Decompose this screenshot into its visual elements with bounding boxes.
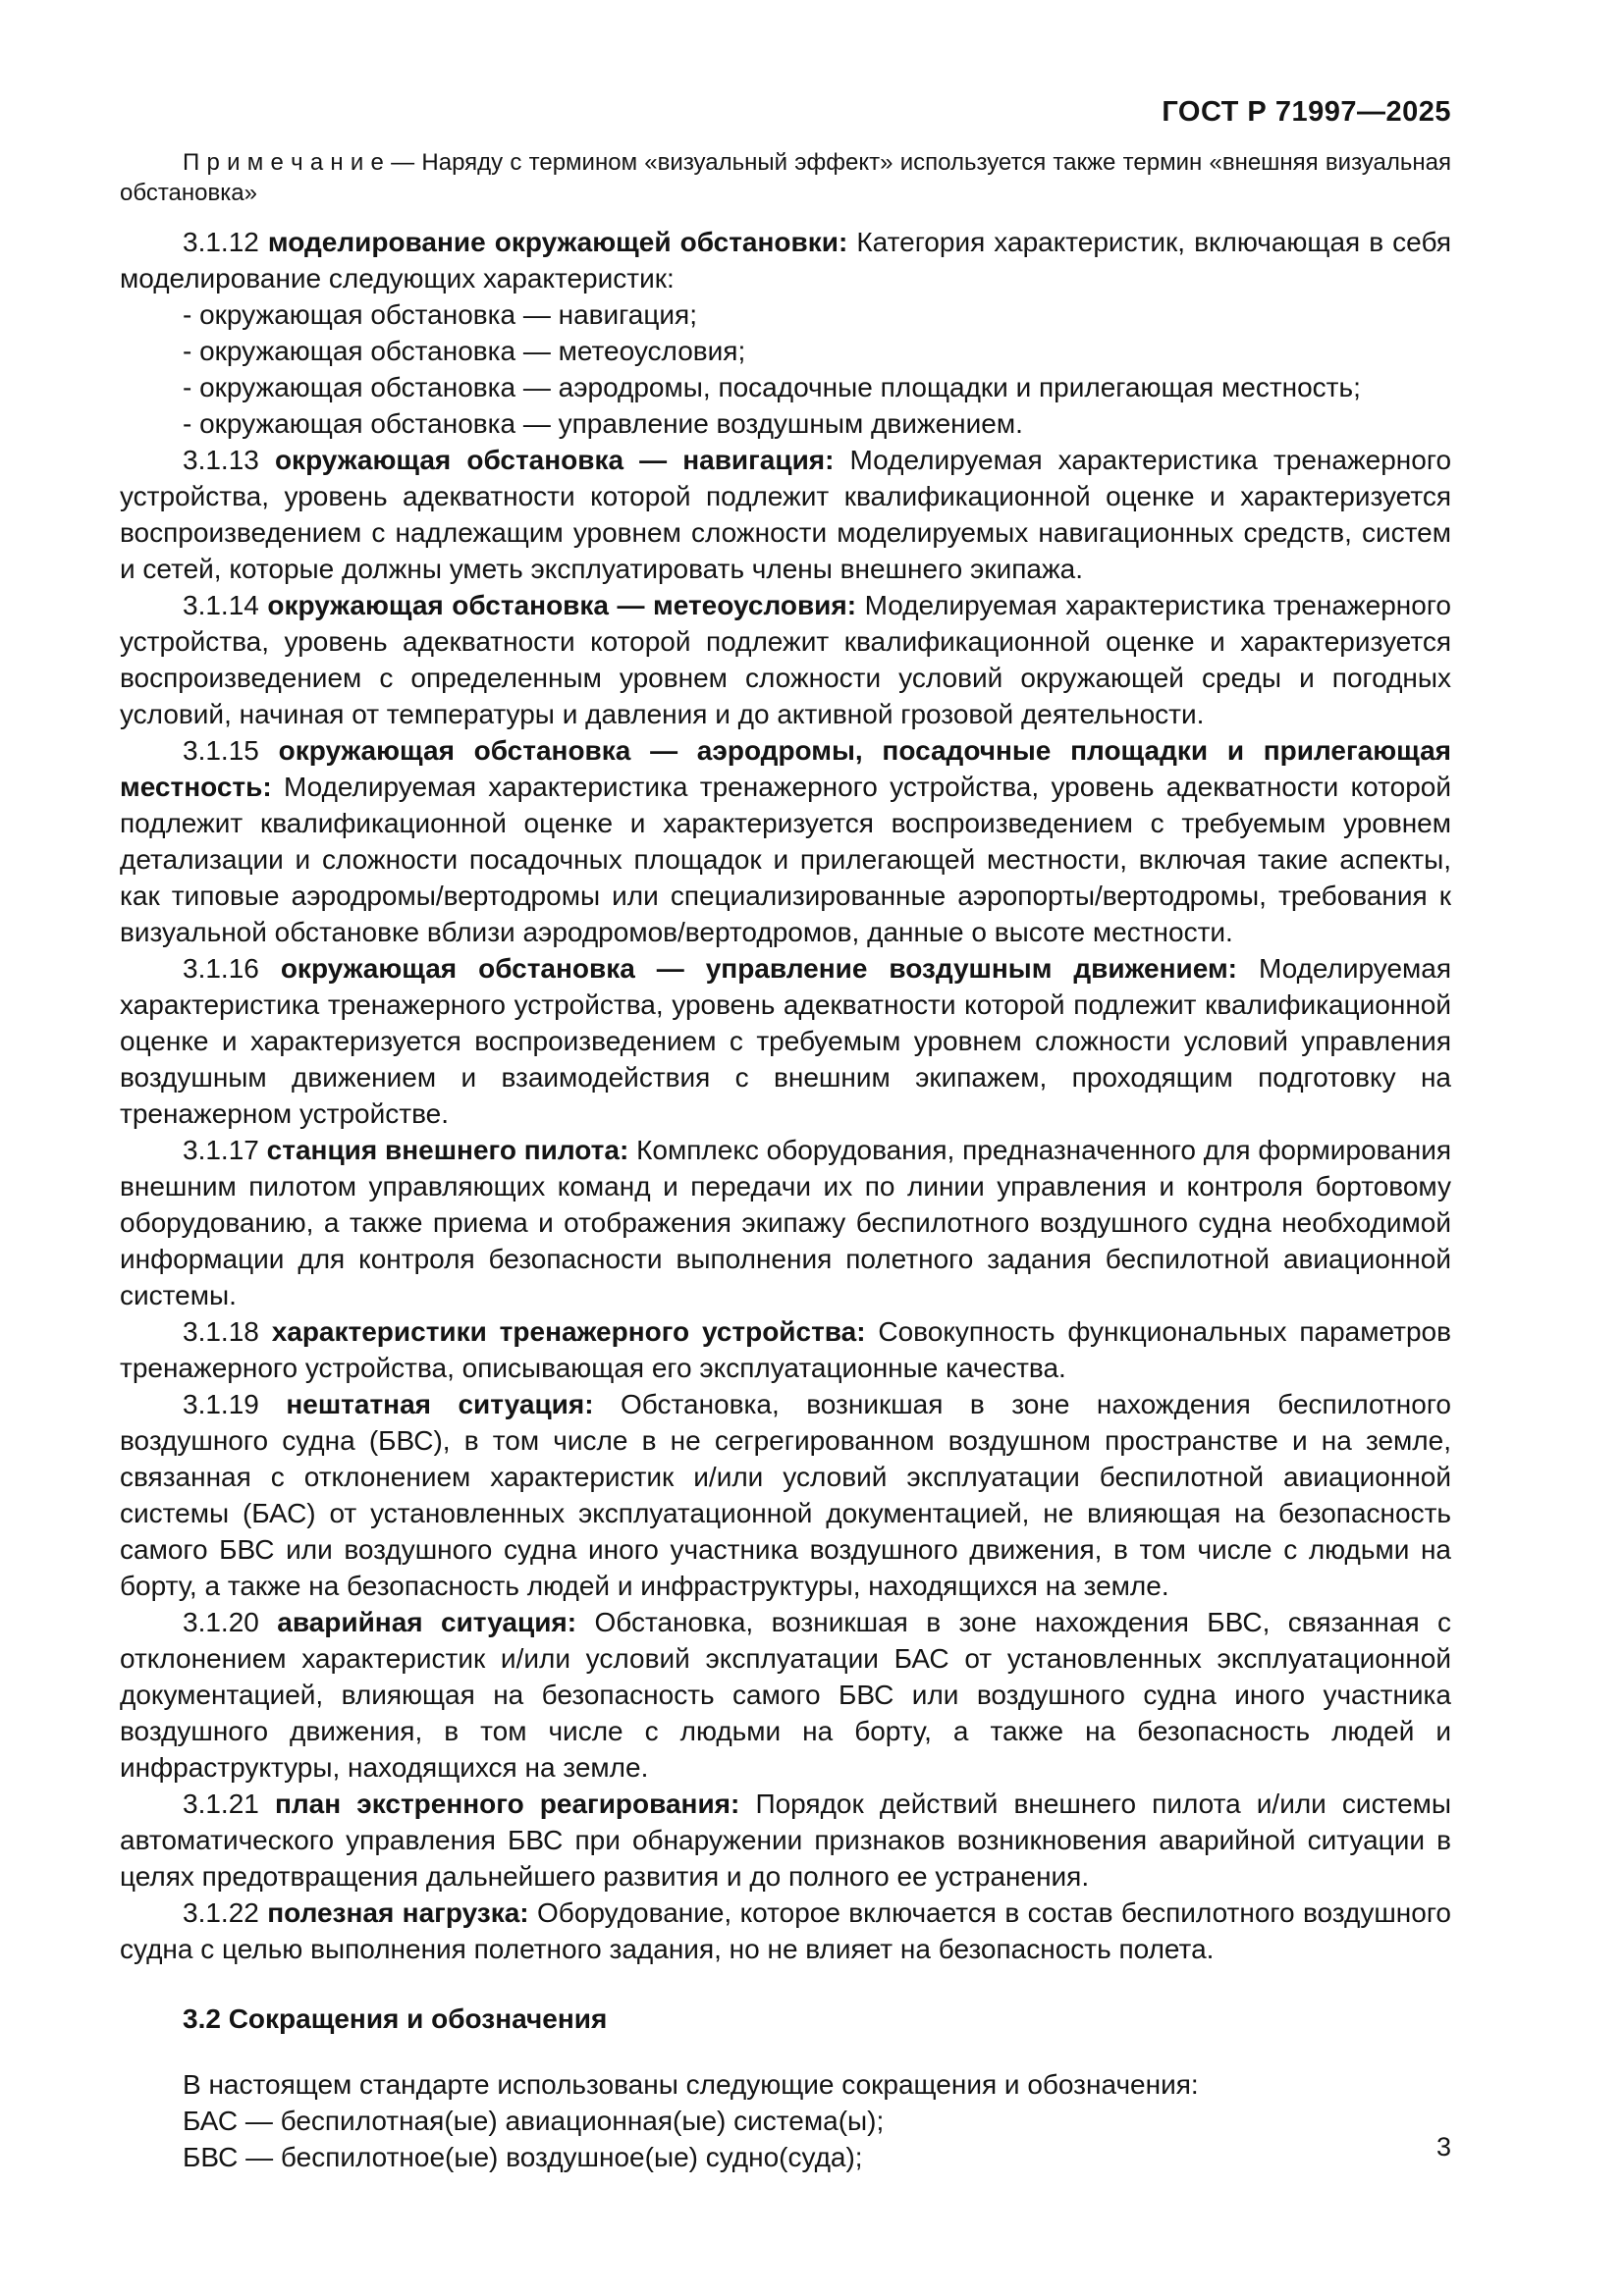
abbreviation-item-bvs: БВС — беспилотное(ые) воздушное(ые) судно(суда); [183, 2142, 863, 2172]
term-title: нештатная ситуация: [286, 1389, 594, 1419]
definition-3-1-21 [120, 1786, 1451, 1895]
definition-3-1-14 [120, 587, 1451, 732]
page-number: 3 [1435, 2132, 1451, 2162]
term-title: окружающая обстановка — метеоусловия: [267, 590, 857, 620]
term-definition: Обстановка, возникшая в зоне нахождения БВС, связанная с отклонением характеристик и/или условий эксплуатации БАС от установленных эксплуатационной документацией, влияющая на безопасность самого БВС или воздушного судна иного участника воздушного движения, в том числе с людьми на борту, а также на безопасность людей и инфраструктуры, находящихся на земле. [120, 1607, 1452, 1783]
term-definition: Комплекс оборудования, предназначенного для формирования внешним пилотом управляющих команд и передачи их по линии управления и контроля бортовому оборудованию, а также приема и отображения экипажу беспилотного воздушного судна необходимой информации для контроля безопасности выполнения полетного задания беспилотной авиационной системы. [120, 1135, 1451, 1310]
definition-3-1-13 [120, 442, 1451, 587]
bullet-item: - окружающая обстановка — метеоусловия; [183, 336, 746, 366]
term-title: окружающая обстановка — навигация: [274, 445, 835, 475]
term-title: окружающая обстановка — аэродромы, посадочные площадки и прилегающая местность: [120, 735, 1451, 802]
term-definition: Совокупность функциональных параметров тренажерного устройства, описывающая его эксплуатационные качества. [120, 1316, 1451, 1383]
term-title: полезная нагрузка: [267, 1897, 529, 1928]
term-number: 3.1.14 [183, 590, 259, 620]
definition-3-1-19 [120, 1386, 1451, 1604]
term-title: характеристики тренажерного устройства: [271, 1316, 866, 1347]
term-title: окружающая обстановка — управление воздушным движением: [280, 953, 1237, 984]
term-definition: Моделируемая характеристика тренажерного устройства, уровень адекватности которой подлежит квалификационной оценке и характеризуется воспроизведением с требуемым уровнем детализации и сложности посадочных площадок и прилегающей местности, включая такие аспекты, как типовые аэродромы/вертодромы или специализированные аэропорты/вертодромы, требования к визуальной обстановке вблизи аэродромов/вертодромов, данные о высоте местности. [120, 772, 1451, 947]
term-number: 3.1.19 [183, 1389, 259, 1419]
note-text: — Наряду с термином «визуальный эффект» используется также термин «внешняя визуальная обстановка» [120, 149, 1451, 206]
definition-3-1-16 [120, 950, 1451, 1132]
term-title: станция внешнего пилота: [266, 1135, 629, 1165]
bullet-item: - окружающая обстановка — навигация; [183, 299, 697, 330]
term-number: 3.1.21 [183, 1789, 259, 1819]
term-number: 3.1.12 [183, 227, 259, 257]
term-definition: Моделируемая характеристика тренажерного устройства, уровень адекватности которой подлежит квалификационной оценке и характеризуется воспроизведением с определенным уровнем сложности условий окружающей среды и погодных условий, начиная от температуры и давления и до активной грозовой деятельности. [120, 590, 1451, 729]
definition-3-1-15 [120, 732, 1451, 950]
document-body [120, 147, 1451, 2175]
definition-3-1-20 [120, 1604, 1451, 1786]
note-label: П р и м е ч а н и е [183, 149, 384, 176]
definition-3-1-12 [120, 224, 1451, 442]
document-header-code: ГОСТ Р 71997—2025 [1162, 96, 1451, 128]
term-definition: Оборудование, которое включается в состав беспилотного воздушного судна с целью выполнения полетного задания, но не влияет на безопасность полета. [120, 1897, 1451, 1964]
definition-3-1-17 [120, 1132, 1451, 1313]
term-number: 3.1.17 [183, 1135, 259, 1165]
term-number: 3.1.20 [183, 1607, 259, 1637]
term-number: 3.1.15 [183, 735, 259, 766]
term-definition: Моделируемая характеристика тренажерного устройства, уровень адекватности которой подлежит квалификационной оценке и характеризуется воспроизведением с надлежащим уровнем сложности моделируемых навигационных средств, систем и сетей, которые должны уметь эксплуатировать члены внешнего экипажа. [120, 445, 1452, 584]
bullet-item: - окружающая обстановка — управление воздушным движением. [183, 408, 1023, 439]
term-title: план экстренного реагирования: [274, 1789, 740, 1819]
term-definition: Моделируемая характеристика тренажерного устройства, уровень адекватности которой подлежит квалификационной оценке и характеризуется воспроизведением с требуемым уровнем сложности условий управления воздушным движением и взаимодействия с внешним экипажем, проходящим подготовку на тренажерном устройстве. [120, 953, 1452, 1129]
abbreviation-item-bas: БАС — беспилотная(ые) авиационная(ые) система(ы); [183, 2106, 885, 2136]
term-number: 3.1.13 [183, 445, 259, 475]
definition-paragraph [120, 224, 1451, 296]
section-heading-3-2: 3.2 Сокращения и обозначения [183, 2003, 608, 2034]
term-title: моделирование окружающей обстановки: [267, 227, 848, 257]
term-definition: Обстановка, возникшая в зоне нахождения беспилотного воздушного судна (БВС), в том числе в не сегрегированном воздушном пространстве и на земле, связанная с отклонением характеристик и/или условий эксплуатации беспилотной авиационной системы (БАС) от установленных эксплуатационной документацией, не влияющая на безопасность самого БВС или воздушного судна иного участника воздушного движения, в том числе с людьми на борту, а также на безопасность людей и инфраструктуры, находящихся на земле. [120, 1389, 1451, 1601]
term-number: 3.1.18 [183, 1316, 259, 1347]
term-number: 3.1.22 [183, 1897, 259, 1928]
bullet-item: - окружающая обстановка — аэродромы, посадочные площадки и прилегающая местность; [183, 372, 1361, 402]
term-definition: Порядок действий внешнего пилота и/или системы автоматического управления БВС при обнаружении признаков возникновения аварийной ситуации в целях предотвращения дальнейшего развития и до полного ее устранения. [120, 1789, 1452, 1892]
term-definition: Категория характеристик, включающая в себя моделирование следующих характеристик: [120, 227, 1452, 294]
abbreviations-intro: В настоящем стандарте использованы следующие сокращения и обозначения: [183, 2069, 1199, 2100]
definition-3-1-22 [120, 1895, 1451, 1967]
term-number: 3.1.16 [183, 953, 259, 984]
term-title: аварийная ситуация: [277, 1607, 577, 1637]
definition-3-1-18 [120, 1313, 1451, 1386]
note-paragraph [120, 147, 1451, 208]
